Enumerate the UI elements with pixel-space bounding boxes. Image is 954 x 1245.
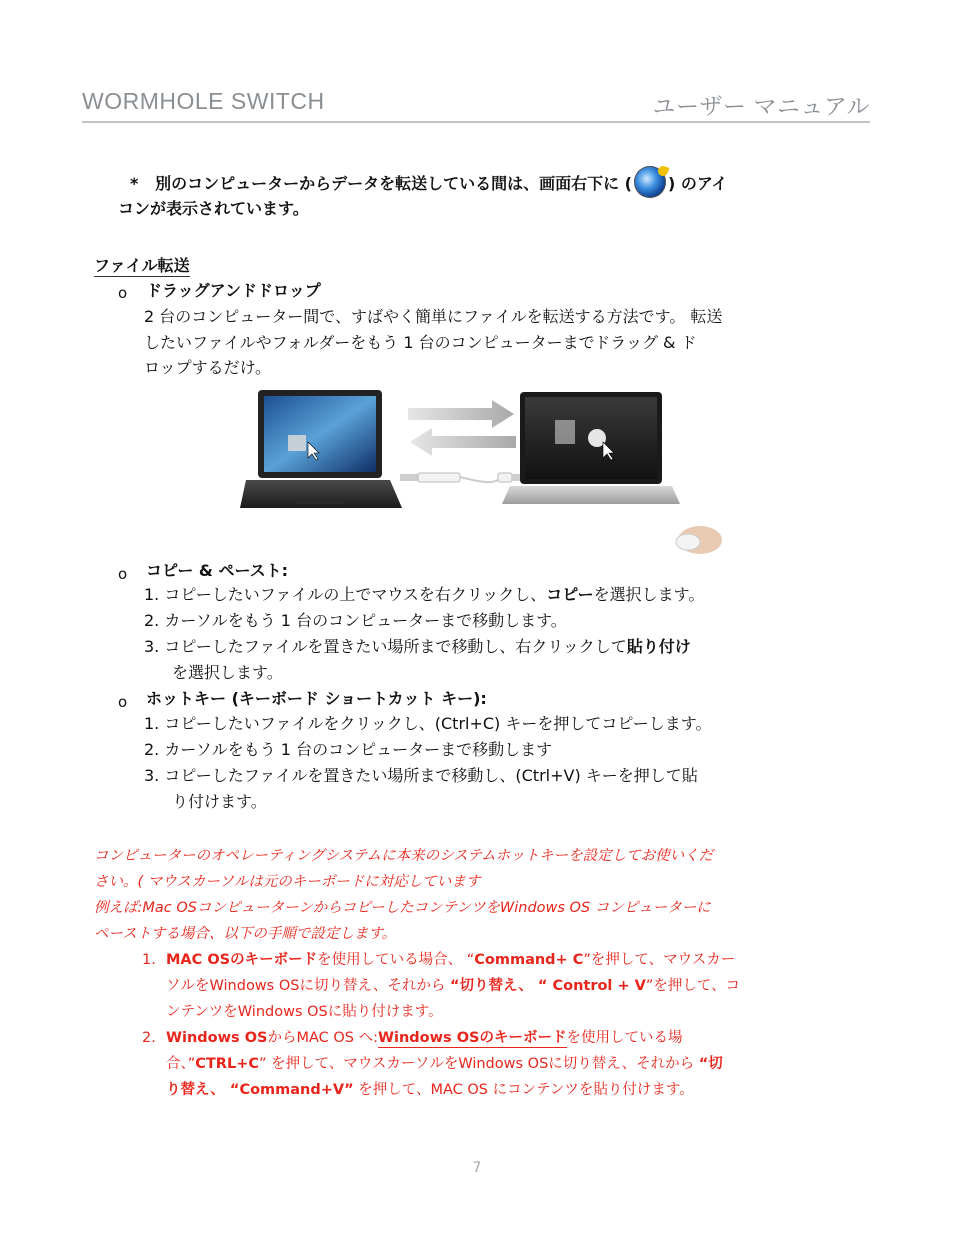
windows-laptop (240, 390, 402, 508)
wormhole-globe-icon (634, 166, 666, 198)
note-line-2: コンが表示されています。 (118, 199, 309, 218)
mouse-hand (676, 526, 722, 554)
dnd-line-2: したいファイルやフォルダーをもう 1 台のコンピューターまでドラッグ & ド (144, 333, 697, 352)
note-text-a: 別のコンピューターからデータを転送している間は、画面右下に ( (155, 174, 632, 193)
note-star: * (130, 174, 139, 193)
copy-item-3-cont: を選択します。 (172, 663, 283, 682)
header-divider (82, 121, 870, 123)
dnd-bullet: o (118, 284, 128, 302)
copy-item-2: 2. カーソルをもう 1 台のコンピューターまで移動します。 (144, 611, 567, 630)
section-title: ファイル転送 (94, 256, 190, 275)
laptops-illustration (240, 380, 724, 560)
arrow-right (408, 400, 514, 428)
hotkey-item-2: 2. カーソルをもう 1 台のコンピューターまで移動します (144, 740, 553, 759)
dnd-title: ドラッグアンドドロップ (146, 281, 321, 300)
arrow-left (410, 428, 516, 456)
copy-item-1: 1. コピーしたいファイルの上でマウスを右クリックし、コピーを選択します。 (144, 585, 705, 604)
red-step-1-num: 1. (142, 952, 156, 968)
dnd-line-3: ロップするだけ。 (144, 358, 272, 377)
dnd-line-1: 2 台のコンピューター間で、すばやく簡単にファイルを転送する方法です。 転送 (144, 307, 723, 326)
red-step-1-line-1: MAC OSのキーボードを使用している場合、 “Command+ C”を押して、マウスカー (166, 952, 736, 968)
copy-item-3: 3. コピーしたファイルを置きたい場所まで移動し、右クリックして貼り付け (144, 637, 691, 656)
header-title: WORMHOLE SWITCH (82, 88, 325, 114)
header-subtitle: ユーザー マニュアル (652, 93, 870, 119)
note-text-b: ) のアイ (667, 174, 728, 193)
red-note-line-3: 例えば:Mac OSコンピューターンからコピーしたコンテンツをWindows OS コンピューターに (94, 900, 711, 916)
usb-cable (400, 473, 522, 482)
red-note-line-2: さい。( マウスカーソルは元のキーボードに対応しています (94, 874, 481, 890)
red-step-2-num: 2. (142, 1030, 156, 1046)
red-step-2-line-1: Windows OSからMAC OS へ:Windows OSのキーボードを使用している場 (166, 1030, 683, 1046)
red-step-2-line-3: り替え、 “Command+V” を押して、MAC OS にコンテンツを貼り付けます。 (166, 1082, 694, 1098)
hotkey-item-1: 1. コピーしたいファイルをクリックし、(Ctrl+C) キーを押してコピーします。 (144, 714, 712, 733)
hotkey-bullet: o (118, 693, 128, 711)
note-line-1 (130, 166, 727, 198)
hotkey-title: ホットキー (キーボード ショートカット キー): (146, 689, 487, 708)
red-step-1-line-2: ソルをWindows OSに切り替え、それから “切り替え、 “ Control + V”を押して、コ (166, 978, 741, 994)
red-step-1-line-3: ンテンツをWindows OSに貼り付けます。 (166, 1004, 443, 1020)
copy-title: コピー & ペースト: (146, 561, 289, 580)
red-note-line-4: ペーストする場合、以下の手順で設定します。 (94, 926, 397, 942)
page-number: 7 (472, 1160, 482, 1176)
red-step-2-line-2: 合、”CTRL+C” を押して、マウスカーソルをWindows OSに切り替え、それから “切 (166, 1056, 723, 1072)
copy-bullet: o (118, 565, 128, 583)
red-note-line-1: コンピューターのオペレーティングシステムに本来のシステムホットキーを設定してお使いくだ (94, 848, 714, 864)
hotkey-item-3-cont: り付けます。 (172, 792, 267, 811)
mac-laptop (502, 392, 680, 504)
hotkey-item-3: 3. コピーしたファイルを置きたい場所まで移動し、(Ctrl+V) キーを押して貼 (144, 766, 698, 785)
